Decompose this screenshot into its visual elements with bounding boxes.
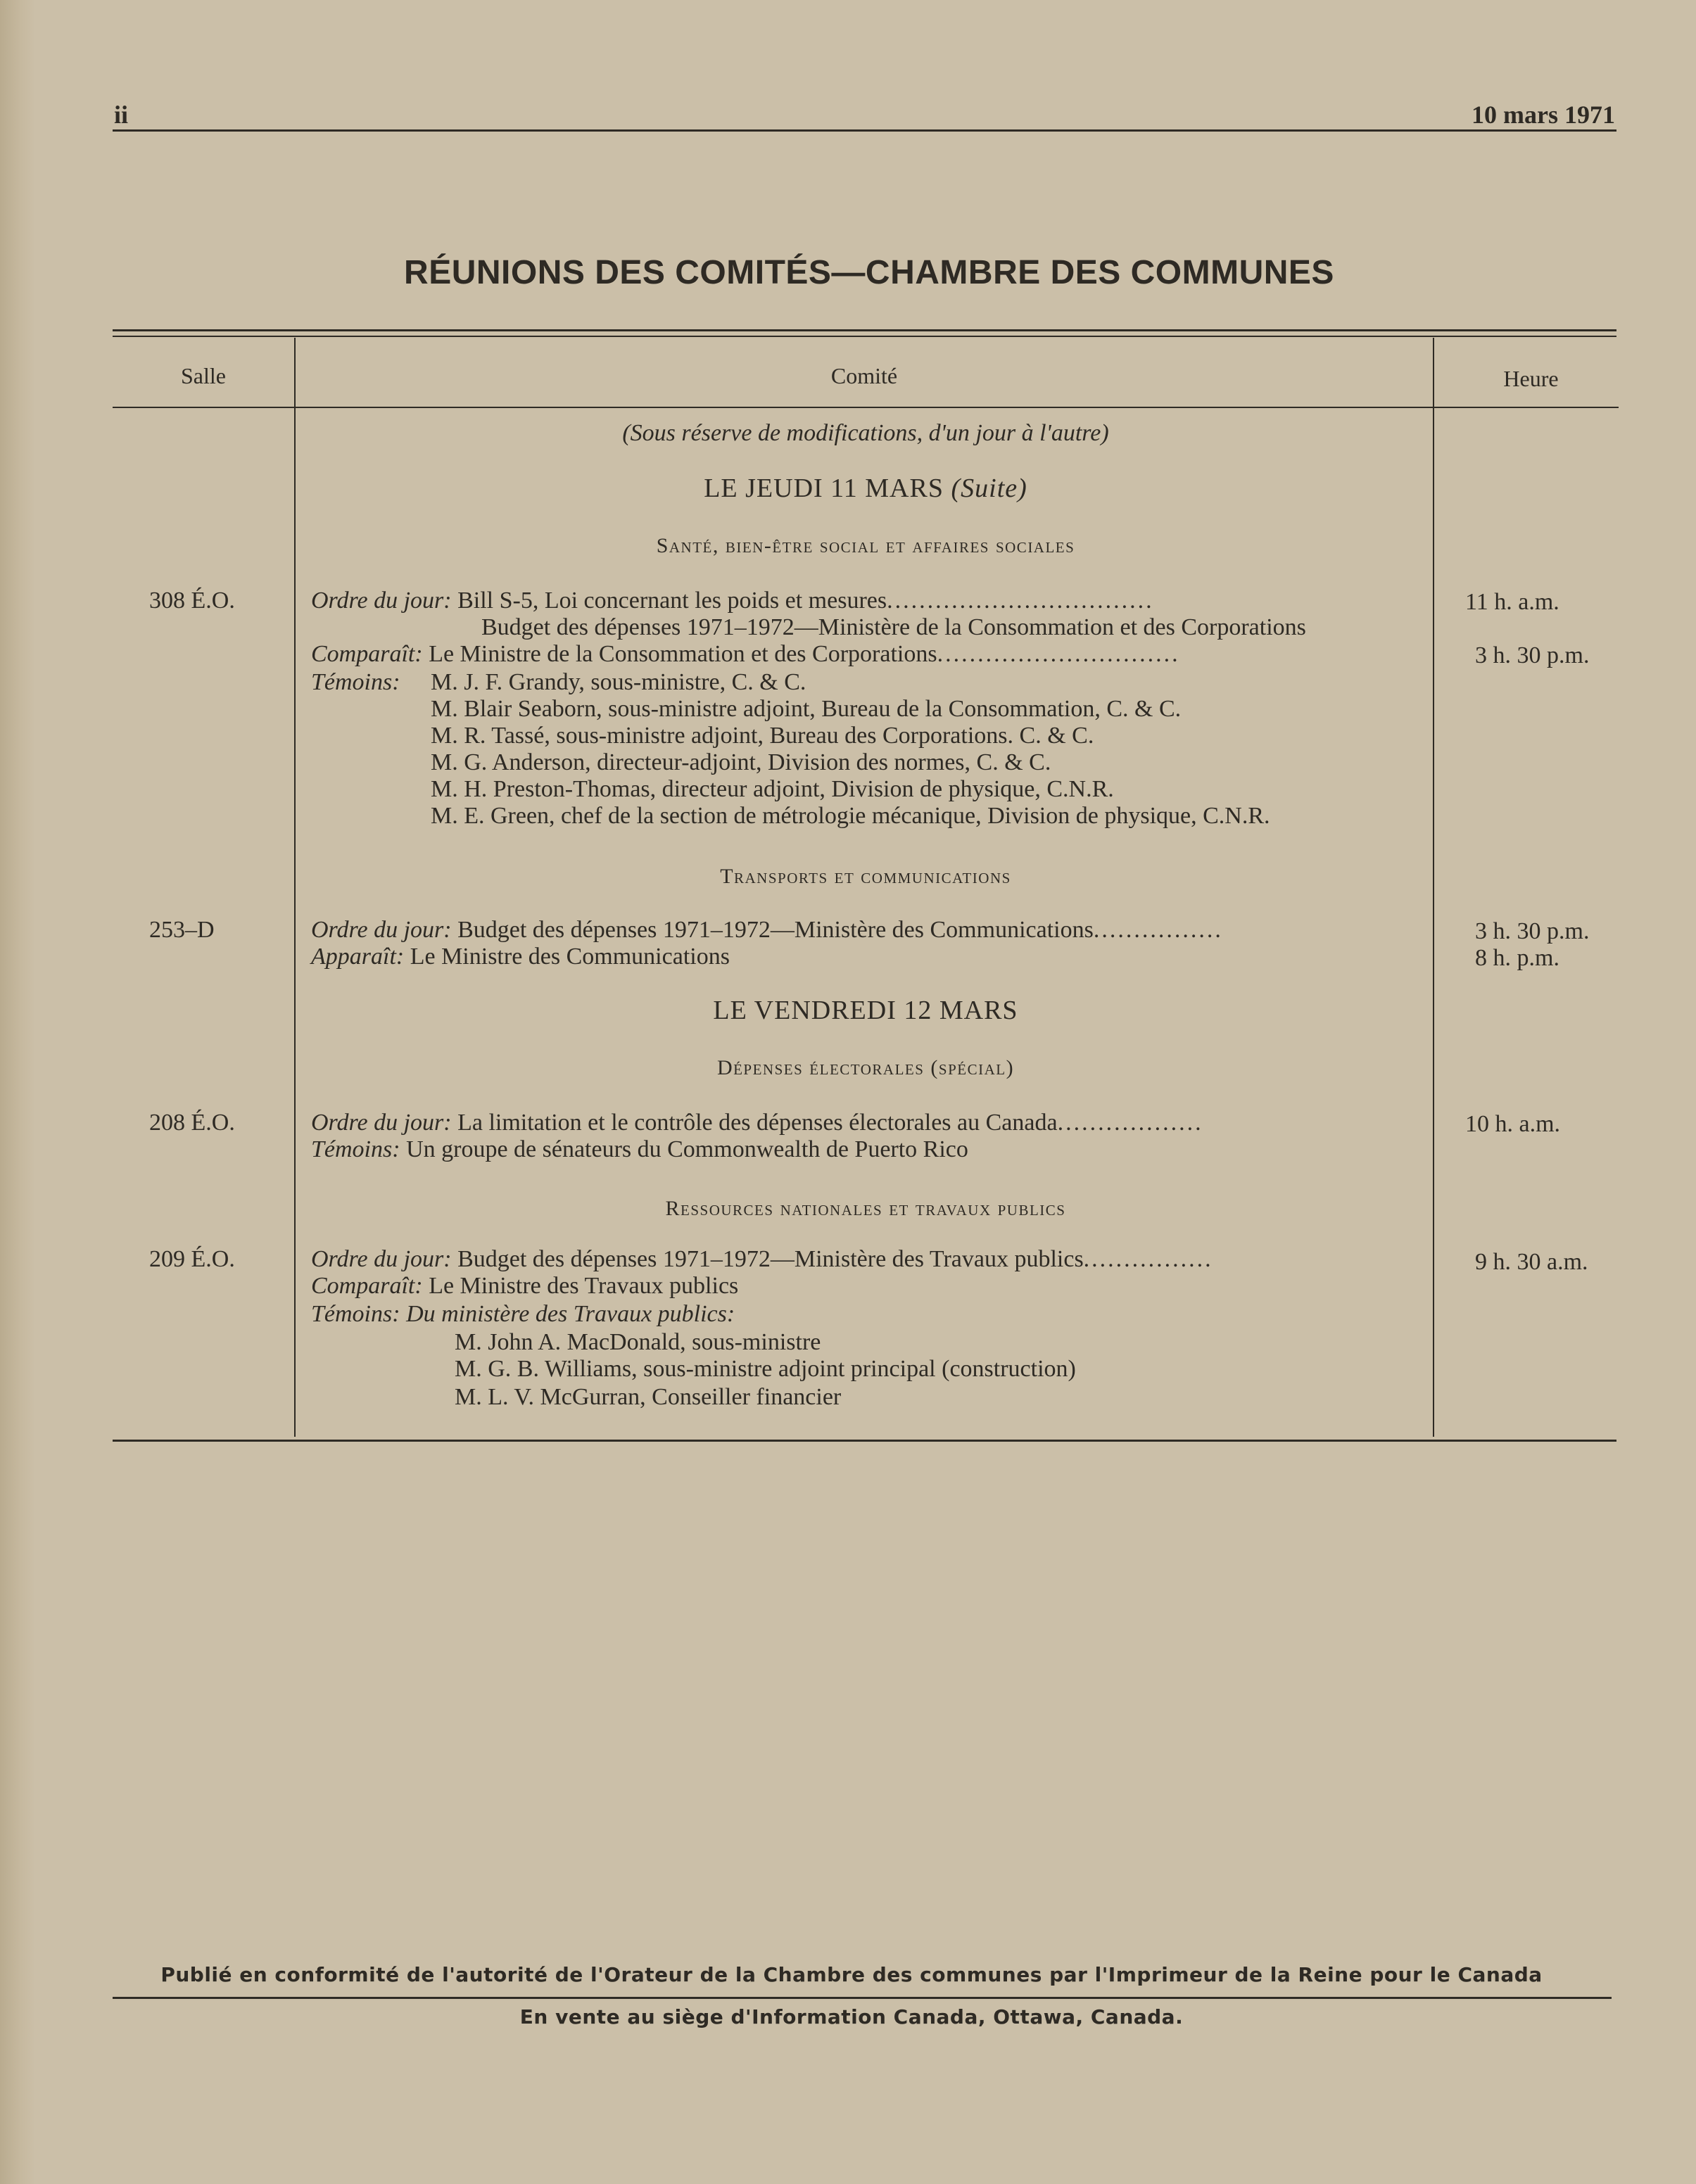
meeting-time: 3 h. 30 p.m. bbox=[1475, 642, 1590, 668]
witness-line: M. E. Green, chef de la section de métrologie mécanique, Division de physique, C.N.R. bbox=[431, 803, 1270, 829]
room-number: 308 É.O. bbox=[149, 588, 235, 614]
meeting-time: 11 h. a.m. bbox=[1465, 589, 1559, 615]
witness-line: M. H. Preston-Thomas, directeur adjoint, Division de physique, C.N.R. bbox=[431, 776, 1114, 802]
meeting-time: 8 h. p.m. bbox=[1475, 945, 1559, 971]
witnesses-label: Témoins: bbox=[311, 669, 400, 695]
appearance-line: Apparaît: Le Ministre des Communications bbox=[311, 944, 730, 970]
meeting-time: 9 h. 30 a.m. bbox=[1475, 1249, 1588, 1275]
day-heading: LE VENDREDI 12 MARS bbox=[713, 996, 1018, 1025]
schedule-note: (Sous réserve de modifications, d'un jour à l'autre) bbox=[622, 420, 1109, 446]
committee-heading: Dépenses électorales (spécial) bbox=[716, 1056, 1015, 1079]
agenda-line: Ordre du jour: Bill S-5, Loi concernant les poids et mesures................................. bbox=[311, 588, 1154, 614]
footer-rule bbox=[113, 1997, 1612, 1999]
agenda-line-2: Budget des dépenses 1971–1972—Ministère de la Consommation et des Corporations bbox=[481, 614, 1306, 640]
day-heading: LE JEUDI 11 MARS (Suite) bbox=[704, 474, 1027, 503]
agenda-line: Ordre du jour: Budget des dépenses 1971–1972—Ministère des Communications................ bbox=[311, 917, 1223, 943]
witness-line: M. L. V. McGurran, Conseiller financier bbox=[455, 1384, 842, 1410]
room-number: 209 É.O. bbox=[149, 1246, 235, 1272]
meeting-time: 3 h. 30 p.m. bbox=[1475, 918, 1590, 944]
witness-line: M. John A. MacDonald, sous-ministre bbox=[455, 1329, 821, 1355]
table-bottom-rule bbox=[113, 1440, 1616, 1442]
witness-line: M. G. B. Williams, sous-ministre adjoint principal (construction) bbox=[455, 1356, 1076, 1382]
page-date: 10 mars 1971 bbox=[1472, 101, 1615, 129]
committee-heading: Transports et communications bbox=[720, 865, 1011, 888]
appearance-line: Comparaît: Le Ministre de la Consommation et des Corporations.............................. bbox=[311, 641, 1180, 667]
table-top-rule bbox=[113, 329, 1616, 331]
appearance-line: Comparaît: Le Ministre des Travaux publics bbox=[311, 1273, 739, 1299]
table-top-rule-2 bbox=[113, 336, 1616, 337]
column-header-comite: Comité bbox=[830, 363, 898, 388]
publisher-line: Publié en conformité de l'autorité de l'Orateur de la Chambre des communes par l'Imprimeur de la Reine pour le Canada bbox=[160, 1963, 1543, 1986]
witness-line: M. J. F. Grandy, sous-ministre, C. & C. bbox=[431, 669, 806, 695]
committee-heading: Ressources nationales et travaux publics bbox=[665, 1197, 1066, 1220]
paper-edge bbox=[0, 0, 35, 2184]
witness-line: M. G. Anderson, directeur-adjoint, Division des normes, C. & C. bbox=[431, 749, 1051, 775]
page-number: ii bbox=[114, 101, 129, 129]
column-header-salle: Salle bbox=[181, 363, 226, 388]
witnesses-line: Témoins: Du ministère des Travaux publics: bbox=[311, 1301, 735, 1327]
sales-line: En vente au siège d'Information Canada, Ottawa, Canada. bbox=[519, 2005, 1184, 2029]
agenda-line: Ordre du jour: La limitation et le contrôle des dépenses électorales au Canada.................. bbox=[311, 1110, 1203, 1136]
header-rule bbox=[113, 129, 1616, 132]
witness-line: M. R. Tassé, sous-ministre adjoint, Bureau des Corporations. C. & C. bbox=[431, 723, 1094, 749]
room-number: 208 É.O. bbox=[149, 1110, 235, 1136]
witnesses-line: Témoins: Un groupe de sénateurs du Commonwealth de Puerto Rico bbox=[311, 1136, 968, 1162]
meeting-time: 10 h. a.m. bbox=[1465, 1111, 1561, 1137]
witness-line: M. Blair Seaborn, sous-ministre adjoint, Bureau de la Consommation, C. & C. bbox=[431, 696, 1182, 722]
committee-heading: Santé, bien-être social et affaires sociales bbox=[656, 534, 1075, 557]
header-bottom-rule bbox=[113, 407, 1619, 408]
agenda-line: Ordre du jour: Budget des dépenses 1971–1972—Ministère des Travaux publics................ bbox=[311, 1246, 1213, 1272]
room-number: 253–D bbox=[149, 917, 215, 943]
page-title: RÉUNIONS DES COMITÉS—CHAMBRE DES COMMUNES bbox=[404, 254, 1334, 291]
column-header-heure: Heure bbox=[1503, 366, 1559, 391]
